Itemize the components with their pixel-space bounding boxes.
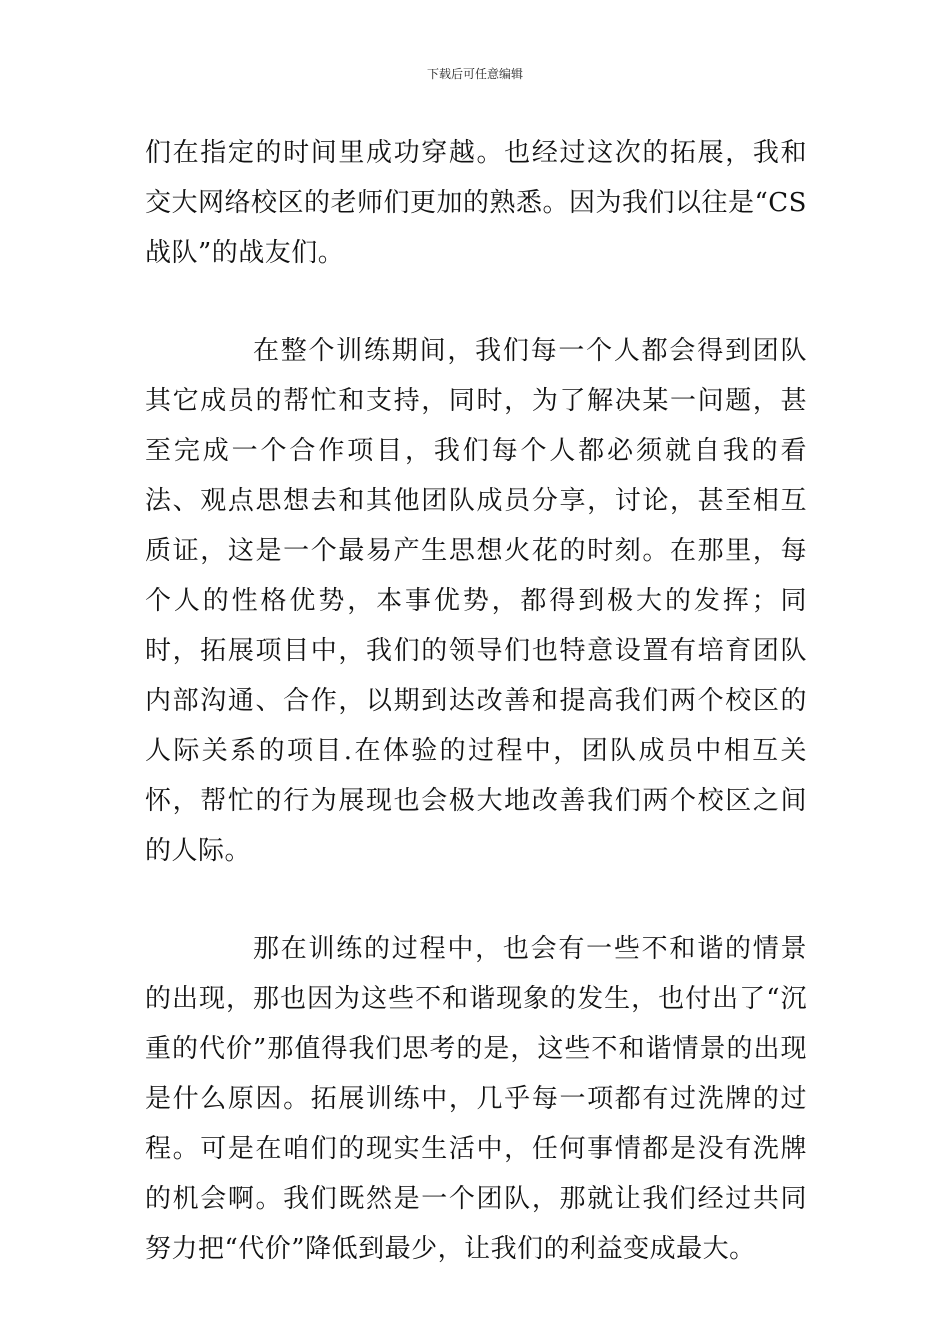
paragraph-2: 在整个训练期间，我们每一个人都会得到团队其它成员的帮忙和支持，同时，为了解决某一问题，甚至完成一个合作项目，我们每个人都必须就自我的看法、观点思想去和其他团队成员分享，讨论，甚至相互质证，这是一个最易产生思想火花的时刻。在那里，每个人的性格优势，本事优势，都得到极大的发挥；同时，拓展项目中，我们的领导们也特意设置有培育团队内部沟通、合作，以期到达改善和提高我们两个校区的人际关系的项目.在体验的过程中，团队成员中相互关怀，帮忙的行为展现也会极大地改善我们两个校区之间的人际。 (145, 336, 807, 866)
paragraph-1: 们在指定的时间里成功穿越。也经过这次的拓展，我和交大网络校区的老师们更加的熟悉。因为我们以往是“CS战队”的战友们。 (145, 138, 807, 268)
document-body (145, 128, 807, 1274)
paragraph-3: 那在训练的过程中，也会有一些不和谐的情景的出现，那也因为这些不和谐现象的发生，也付出了“沉重的代价”那值得我们思考的是，这些不和谐情景的出现是什么原因。拓展训练中，几乎每一项都有过洗牌的过程。可是在咱们的现实生活中，任何事情都是没有洗牌的机会啊。我们既然是一个团队，那就让我们经过共同努力把“代价”降低到最少，让我们的利益变成最大。 (145, 934, 807, 1264)
page-header: 下载后可任意编辑 (426, 67, 523, 81)
